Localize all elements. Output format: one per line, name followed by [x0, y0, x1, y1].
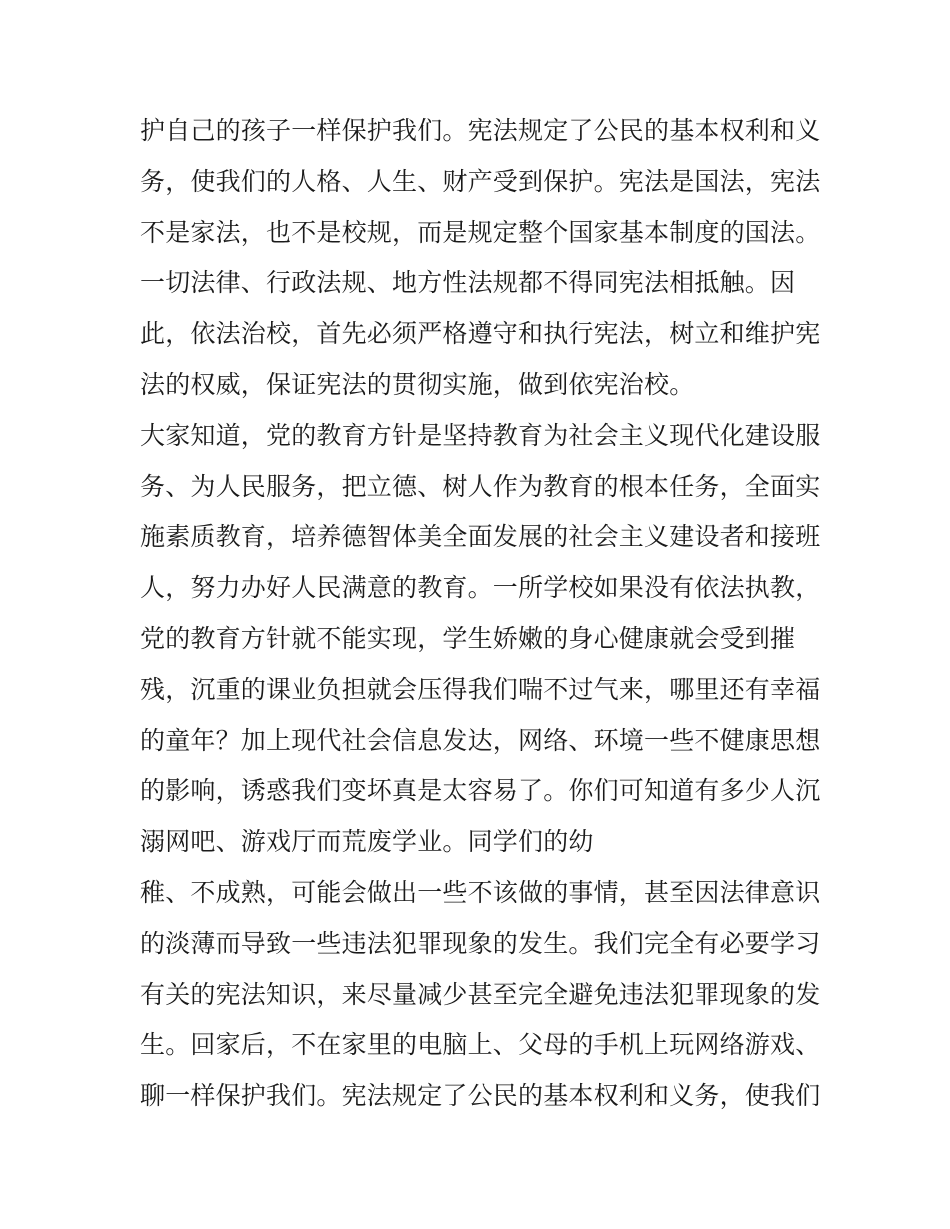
- text-line: 务、为人民服务，把立德、树人作为教育的根本任务，全面实: [140, 471, 820, 501]
- text-line: 一切法律、行政法规、地方性法规都不得同宪法相抵触。因: [140, 268, 796, 298]
- text-line: 务，使我们的人格、人生、财产受到保护。宪法是国法，宪法: [140, 166, 820, 196]
- text-line: 稚、不成熟，可能会做出一些不该做的事情，甚至因法律意识: [140, 877, 820, 907]
- text-line: 党的教育方针就不能实现，学生娇嫩的身心健康就会受到摧: [140, 623, 796, 653]
- text-line: 残，沉重的课业负担就会压得我们喘不过气来，哪里还有幸福: [140, 674, 820, 704]
- body-text: [140, 106, 820, 1122]
- text-line: 此，依法治校，首先必须严格遵守和执行宪法，树立和维护宪: [140, 319, 820, 349]
- text-line: 的童年？加上现代社会信息发达，网络、环境一些不健康思想: [140, 725, 820, 755]
- text-line: 法的权威，保证宪法的贯彻实施，做到依宪治校。: [140, 369, 695, 399]
- text-line: 人，努力办好人民满意的教育。一所学校如果没有依法执教，: [140, 573, 820, 603]
- text-line: 溺网吧、游戏厅而荒废学业。同学们的幼: [140, 827, 594, 857]
- text-line: 的影响，诱惑我们变坏真是太容易了。你们可知道有多少人沉: [140, 776, 820, 806]
- text-line: 有关的宪法知识，来尽量减少甚至完全避免违法犯罪现象的发: [140, 979, 820, 1009]
- text-line: 施素质教育，培养德智体美全面发展的社会主义建设者和接班: [140, 522, 820, 552]
- text-line: 聊一样保护我们。宪法规定了公民的基本权利和义务，使我们: [140, 1081, 820, 1111]
- text-line: 大家知道，党的教育方针是坚持教育为社会主义现代化建设服: [140, 420, 820, 450]
- text-line: 不是家法，也不是校规，而是规定整个国家基本制度的国法。: [140, 217, 820, 247]
- text-line: 的淡薄而导致一些违法犯罪现象的发生。我们完全有必要学习: [140, 928, 820, 958]
- text-line: 生。回家后，不在家里的电脑上、父母的手机上玩网络游戏、: [140, 1030, 820, 1060]
- text-line: 护自己的孩子一样保护我们。宪法规定了公民的基本权利和义: [140, 116, 820, 145]
